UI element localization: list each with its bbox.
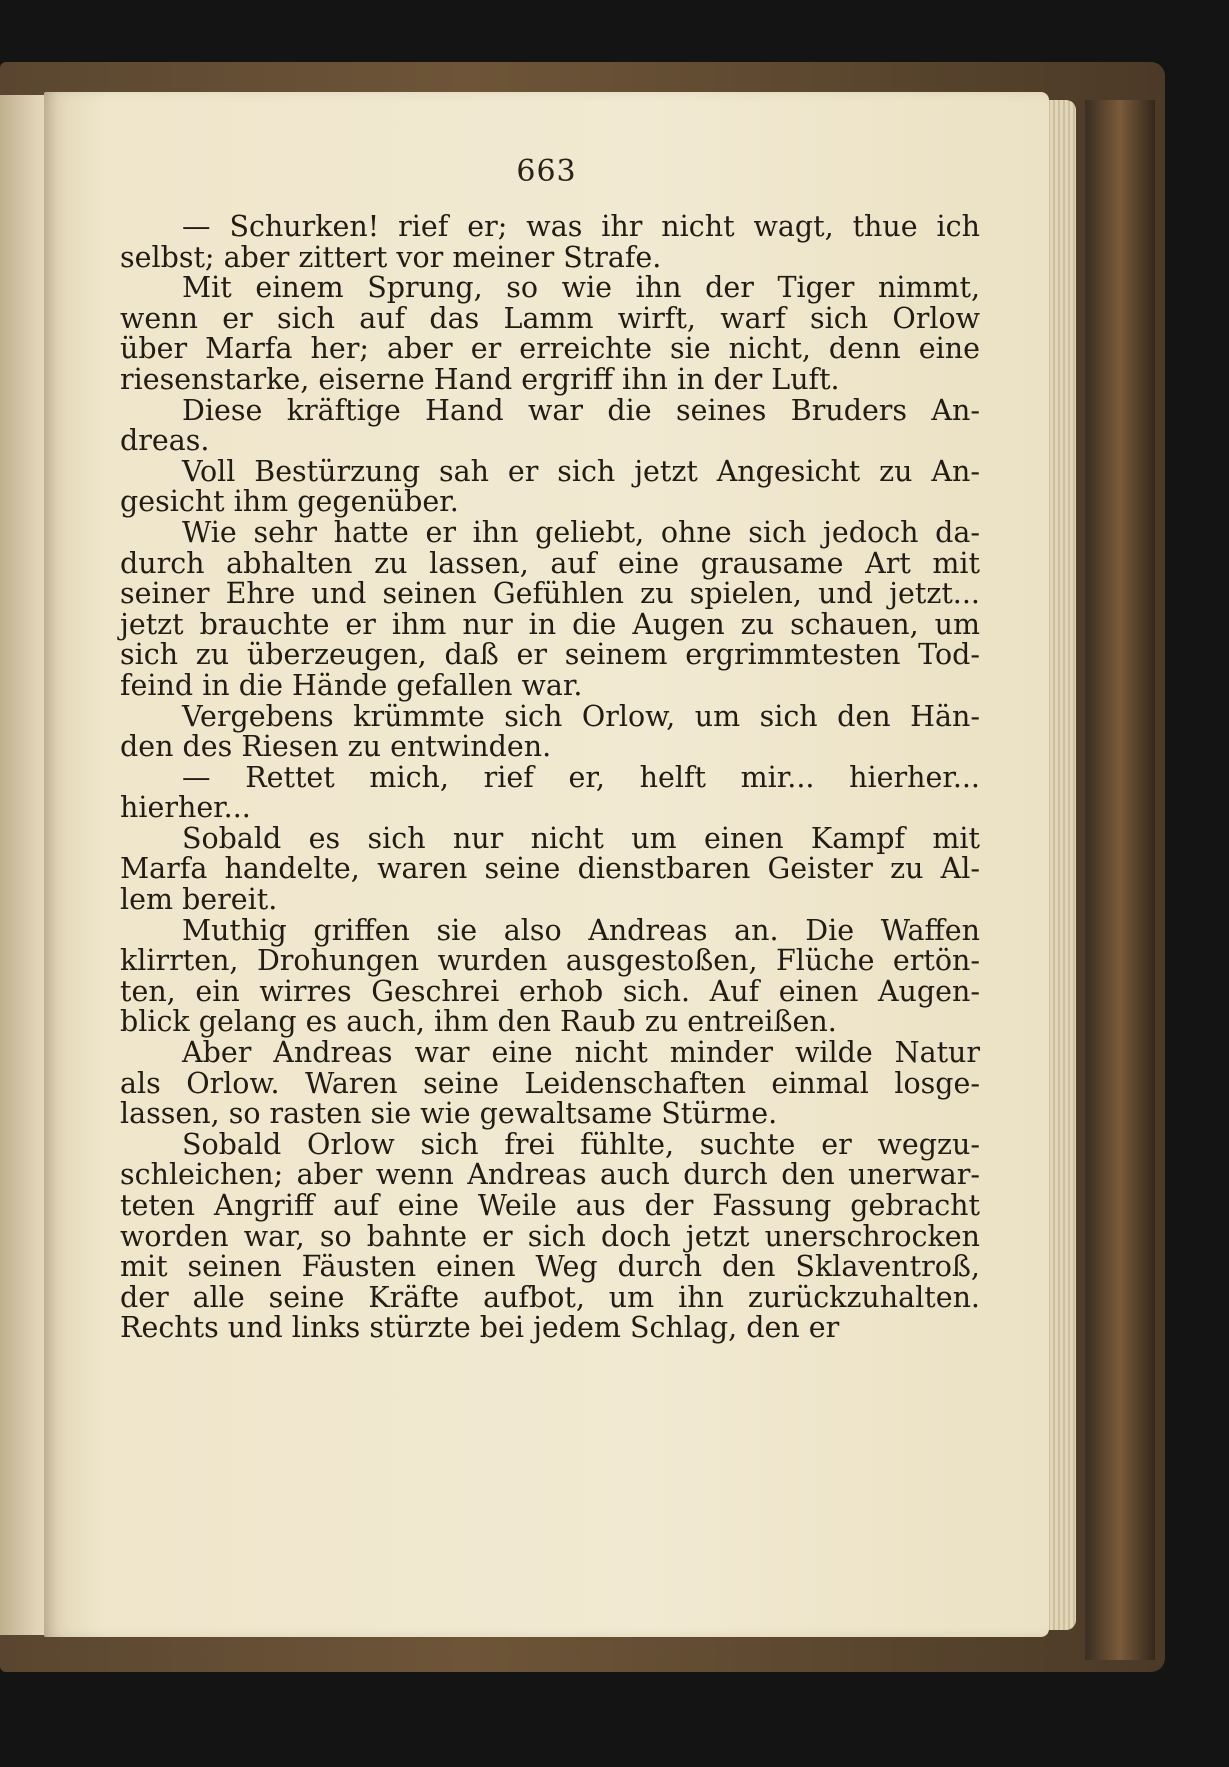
text-line: klirrten, Drohungen wurden ausgestoßen, Flüche ertön- [120,944,980,978]
text-line: riesenstarke, eiserne Hand ergriff ihn in der Luft. [120,362,840,396]
paragraph [120,760,980,825]
text-line: lassen, so rasten sie wie gewaltsame Stürme. [120,1097,778,1131]
text-line: der alle seine Kräfte aufbot, um ihn zurückzuhalten. [120,1280,980,1314]
text-line: wenn er sich auf das Lamm wirft, warf sich Orlow [120,301,980,335]
text-line: mit seinen Fäusten einen Weg durch den Sklaventroß, [120,1250,980,1284]
text-line: Rechts und links stürzte bei jedem Schlag, den er [120,1311,840,1345]
text-line: Voll Bestürzung sah er sich jetzt Angesicht zu An- [182,454,980,488]
text-line: blick gelang es auch, ihm den Raub zu entreißen. [120,1005,837,1039]
left-page-edge [0,95,46,1635]
book-spine-edge [1085,100,1155,1660]
text-line: feind in die Hände gefallen war. [120,668,583,702]
paragraph [120,1127,980,1345]
paragraph [120,273,980,395]
paragraph [120,454,980,519]
paragraph [120,1038,980,1130]
text-line: schleichen; aber wenn Andreas auch durch den unerwar- [120,1158,980,1192]
text-line: durch abhalten zu lassen, auf eine grausame Art mit [120,546,980,580]
text-line: Mit einem Sprung, so wie ihn der Tiger nimmt, [182,271,980,305]
paragraph [120,212,980,273]
text-line: selbst; aber zittert vor meiner Strafe. [120,240,662,274]
paragraph [120,393,980,458]
paragraph [120,913,980,1039]
text-line: teten Angriff auf eine Weile aus der Fassung gebracht [120,1189,980,1222]
text-line: dreas. [120,424,210,458]
text-line: sich zu überzeugen, daß er seinem ergrimmtesten Tod- [120,638,980,672]
text-line: Vergebens krümmte sich Orlow, um sich den Hän- [182,699,980,733]
paragraph [120,515,980,702]
text-line: seiner Ehre und seinen Gefühlen zu spielen, und jetzt... [120,577,980,611]
text-line: Wie sehr hatte er ihn geliebt, ohne sich jedoch da- [182,515,980,549]
text-line: Marfa handelte, waren seine dienstbaren Geister zu Al- [120,852,980,886]
text-line: Diese kräftige Hand war die seines Bruders An- [182,393,980,427]
text-line: — Rettet mich, rief er, helft mir... hierher... [182,760,980,794]
text-line: Sobald es sich nur nicht um einen Kampf mit [182,821,980,855]
text-line: worden war, so bahnte er sich doch jetzt unerschrocken [120,1219,980,1253]
text-line: lem bereit. [120,883,278,917]
text-line: als Orlow. Waren seine Leidenschaften einmal losge- [120,1066,980,1100]
paragraph [120,821,980,917]
book-page [44,92,1049,1637]
text-line: hierher... [120,791,251,825]
text-line: Sobald Orlow sich frei fühlte, suchte er wegzu- [182,1127,980,1161]
text-line: den des Riesen zu entwinden. [120,730,552,764]
page-text [120,212,980,1344]
text-line: — Schurken! rief er; was ihr nicht wagt, thue ich [182,210,980,243]
text-line: Muthig griffen sie also Andreas an. Die Waffen [182,913,980,947]
text-line: gesicht ihm gegenüber. [120,485,459,519]
text-line: jetzt brauchte er ihm nur in die Augen zu schauen, um [120,607,980,641]
paragraph [120,699,980,764]
page-number: 663 [516,154,577,189]
text-line: Aber Andreas war eine nicht minder wilde Natur [182,1036,980,1070]
text-line: über Marfa her; aber er erreichte sie nicht, denn eine [120,332,980,366]
text-line: ten, ein wirres Geschrei erhob sich. Auf einen Augen- [120,974,980,1008]
